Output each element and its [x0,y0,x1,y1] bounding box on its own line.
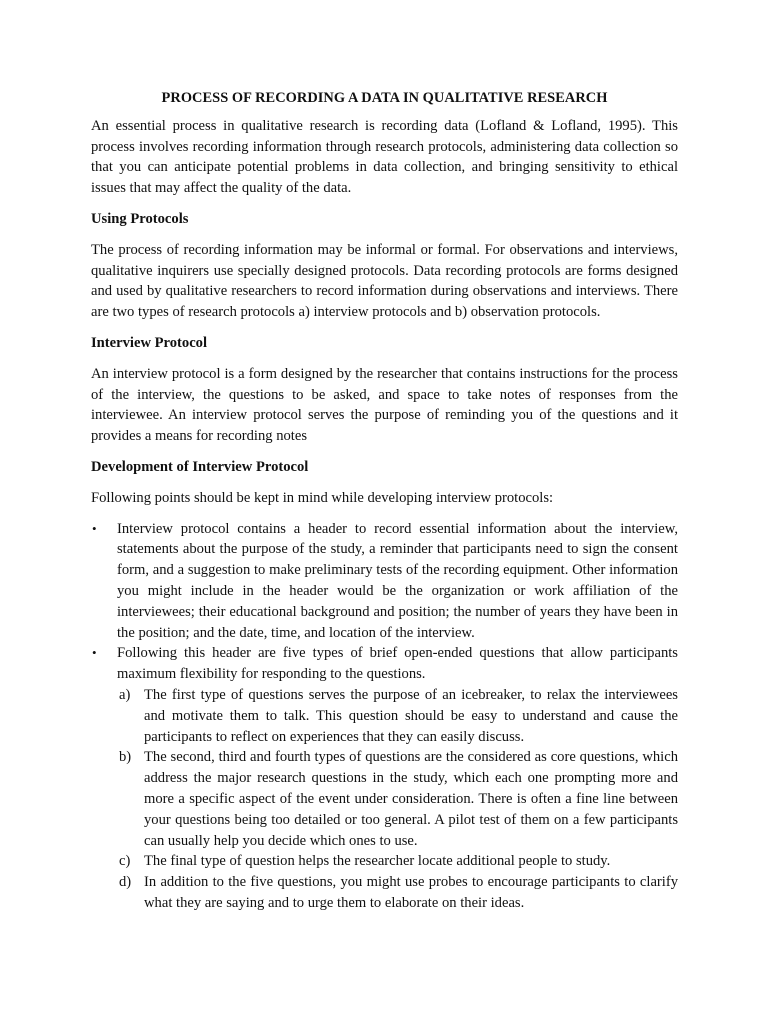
sub-list-marker: a) [119,686,131,703]
sub-list-item [117,685,678,747]
section-body-interview-protocol: An interview protocol is a form designed by the researcher that contains instructions for the process of the interview, the questions to be asked, and space to take notes of responses from the interviewee. An interview protocol serves the purpose of reminding you of the questions and it provides a means for recording notes [91,365,678,445]
bullet-item [91,519,678,644]
document-page [91,88,678,914]
section-body-development: Following points should be kept in mind while developing interview protocols: [91,489,554,506]
section-heading-using-protocols: Using Protocols [91,210,189,227]
sub-list-marker: c) [119,853,131,870]
sub-list-marker: d) [119,874,132,891]
bullet-icon: • [92,645,97,661]
section-body-using-protocols: The process of recording information may be informal or formal. For observations and interviews, qualitative inquirers use specially designed protocols. Data recording protocols are forms designed and used by qualitative researchers to record information during observations and interviews. There are two types of research protocols a) interview protocols and b) observation protocols. [91,241,678,321]
sub-list-item [117,851,678,872]
bullet-icon: • [92,520,97,536]
sub-list-text: The final type of question helps the researcher locate additional people to study. [144,853,611,870]
bullet-item [91,643,678,913]
bullet-text: Following this header are five types of brief open-ended questions that allow participants maximum flexibility for responding to the questions. [117,645,678,683]
bullet-list [91,519,678,914]
intro-paragraph: An essential process in qualitative research is recording data (Lofland & Lofland, 1995). This process involves recording information through research protocols, administering data collection so that you can anticipate potential problems in data collection, and bringing sensitivity to ethical issues that may affect the quality of the data. [91,117,678,197]
sub-list-item [117,872,678,914]
sub-list-marker: b) [119,749,132,766]
bullet-text: Interview protocol contains a header to record essential information about the interview, statements about the purpose of the study, a reminder that participants need to sign the consent form, and a suggestion to make preliminary tests of the recording equipment. Other information you might include in the header would be the organization or work affiliation of the interviewees; their educational background and position; the number of years they have been in the position; and the date, time, and location of the interview. [117,520,678,641]
sub-list-text: The first type of questions serves the purpose of an icebreaker, to relax the interviewees and motivate them to talk. This question should be easy to understand and cause the participants to reflect on experiences that they can easily discuss. [144,686,678,745]
sub-list-text: In addition to the five questions, you might use probes to encourage participants to clarify what they are saying and to urge them to elaborate on their ideas. [144,874,678,911]
section-heading-interview-protocol: Interview Protocol [91,334,208,351]
sub-list-text: The second, third and fourth types of questions are the considered as core questions, which address the major research questions in the study, which each one prompting more and more a specific aspect of the event under consideration. There is often a fine line between your questions being too detailed or too general. A pilot test of them on a few participants can usually help you decide which ones to use. [144,749,678,849]
page-title: PROCESS OF RECORDING A DATA IN QUALITATIVE RESEARCH [161,90,608,106]
section-heading-development: Development of Interview Protocol [91,458,309,475]
sub-list-item [117,747,678,851]
sub-list [117,685,678,914]
